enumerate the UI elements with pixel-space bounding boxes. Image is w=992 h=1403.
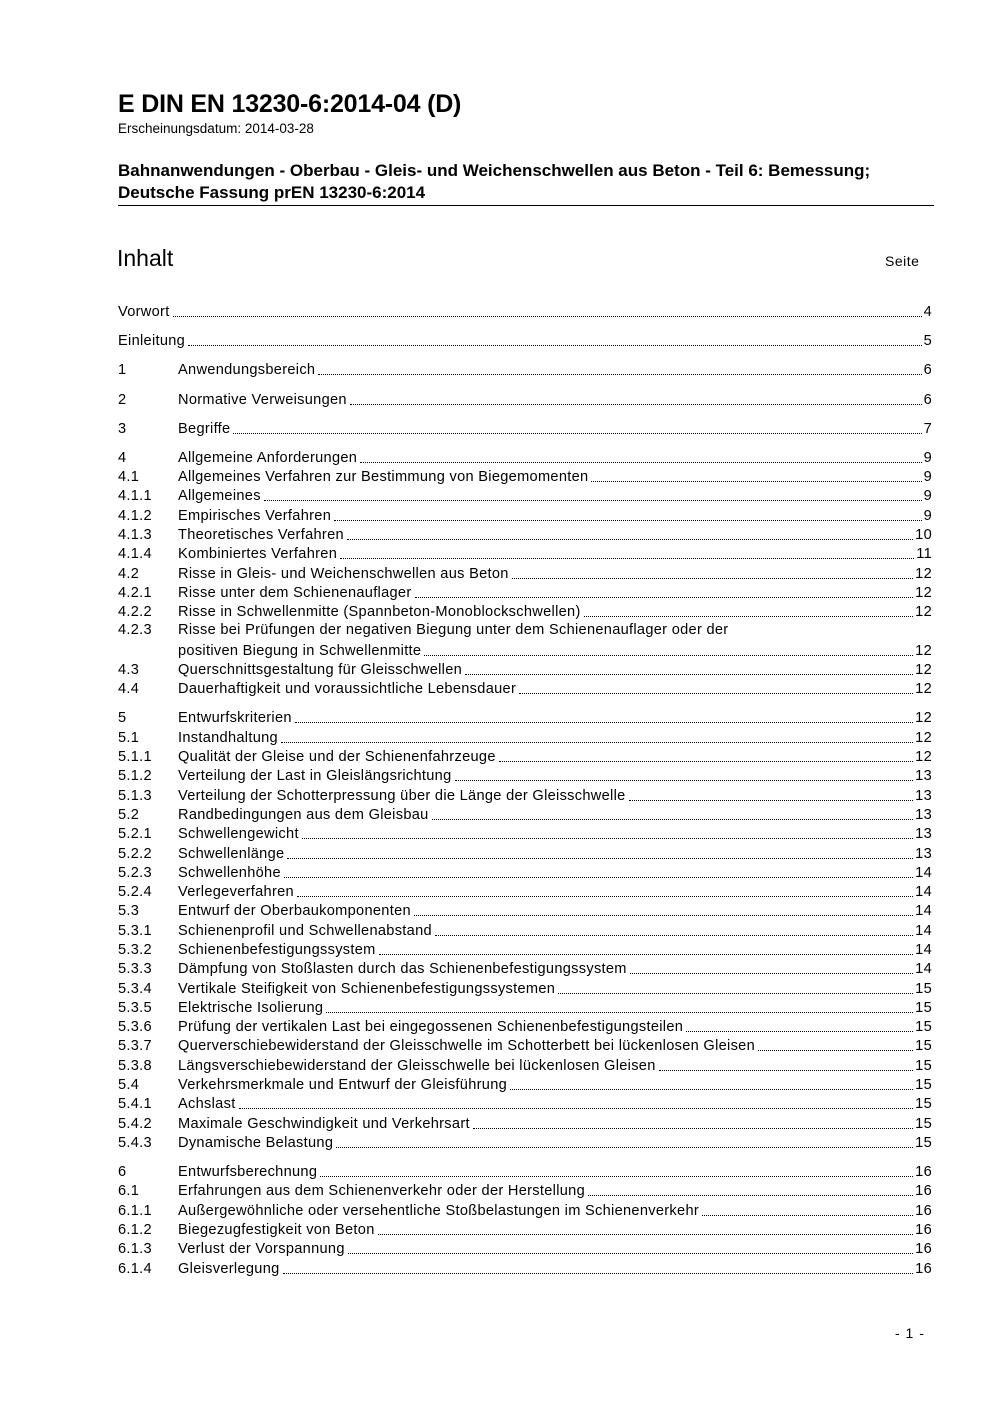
toc-entry[interactable] bbox=[118, 418, 932, 437]
dot-leader bbox=[302, 838, 913, 839]
toc-entry-title: Außergewöhnliche oder versehentliche Stoßbelastungen im Schienenverkehr bbox=[178, 1202, 700, 1219]
dot-leader bbox=[512, 578, 913, 579]
toc-entry[interactable] bbox=[118, 785, 932, 804]
toc-entry-page: 16 bbox=[915, 1260, 932, 1277]
toc-entry-page: 12 bbox=[915, 565, 932, 582]
toc-entry[interactable] bbox=[118, 447, 932, 466]
toc-entry-page: 12 bbox=[915, 642, 932, 659]
dot-leader bbox=[281, 742, 913, 743]
toc-entry-number: 4.2.3 bbox=[118, 622, 152, 639]
dot-leader bbox=[414, 915, 913, 916]
toc-entry-number: 5.2.4 bbox=[118, 884, 152, 901]
toc-entry-title: Gleisverlegung bbox=[178, 1260, 280, 1277]
toc-entry-page: 12 bbox=[915, 584, 932, 601]
toc-entry-number: 4.2.2 bbox=[118, 604, 152, 621]
toc-entry-number: 5.2.1 bbox=[118, 826, 152, 843]
toc-entry-title: Verteilung der Schotterpressung über die Länge der Gleisschwelle bbox=[178, 787, 626, 804]
toc-entry-page: 14 bbox=[915, 884, 932, 901]
toc-entry-page: 15 bbox=[915, 1057, 932, 1074]
toc-entry-number: 4.1.4 bbox=[118, 546, 152, 563]
toc-entry-page: 4 bbox=[923, 304, 932, 321]
toc-entry[interactable] bbox=[118, 882, 932, 901]
toc-entry-page: 12 bbox=[915, 681, 932, 698]
dot-leader bbox=[499, 761, 913, 762]
toc-entry[interactable] bbox=[118, 360, 932, 379]
dot-leader bbox=[336, 1147, 913, 1148]
dot-leader bbox=[702, 1215, 913, 1216]
toc-entry-number: 4.3 bbox=[118, 662, 140, 679]
dot-leader bbox=[629, 800, 914, 801]
toc-entry-number: 5.4.1 bbox=[118, 1096, 152, 1113]
dot-leader bbox=[334, 520, 921, 521]
toc-entry-number: 6.1.2 bbox=[118, 1221, 152, 1238]
toc-entry[interactable] bbox=[118, 1075, 932, 1094]
toc-entry[interactable] bbox=[118, 1036, 932, 1055]
toc-entry[interactable] bbox=[118, 863, 932, 882]
toc-entry-page: 16 bbox=[915, 1202, 932, 1219]
dot-leader bbox=[287, 858, 913, 859]
toc-entry-page: 12 bbox=[915, 604, 932, 621]
toc-entry-page: 14 bbox=[915, 864, 932, 881]
toc-entry[interactable] bbox=[118, 747, 932, 766]
toc-entry-title: Risse unter dem Schienenauflager bbox=[178, 584, 412, 601]
toc-entry[interactable] bbox=[118, 805, 932, 824]
publication-date: Erscheinungsdatum: 2014-03-28 bbox=[118, 121, 314, 136]
toc-entry-number: 5.3.5 bbox=[118, 999, 152, 1016]
toc-entry[interactable] bbox=[118, 302, 932, 321]
toc-entry-number: 5.3.4 bbox=[118, 980, 152, 997]
toc-entry-number: 4.4 bbox=[118, 681, 140, 698]
toc-entry-page: 5 bbox=[923, 333, 932, 350]
toc-entry-title: Entwurfsberechnung bbox=[178, 1164, 318, 1181]
toc-entry-title: Verkehrsmerkmale und Entwurf der Gleisführung bbox=[178, 1077, 508, 1094]
toc-entry-page: 9 bbox=[923, 488, 932, 505]
toc-entry-number: 5.3.6 bbox=[118, 1019, 152, 1036]
toc-entry-page: 12 bbox=[915, 662, 932, 679]
toc-entry-page: 15 bbox=[915, 1077, 932, 1094]
toc-entry-title: Instandhaltung bbox=[178, 729, 278, 746]
toc-entry-page: 13 bbox=[915, 806, 932, 823]
toc-entry[interactable] bbox=[118, 1017, 932, 1036]
toc-entry[interactable] bbox=[118, 1055, 932, 1074]
dot-leader bbox=[686, 1031, 913, 1032]
toc-entry-title: Vertikale Steifigkeit von Schienenbefestigungssystemen bbox=[178, 980, 556, 997]
toc-entry-page: 12 bbox=[915, 710, 932, 727]
toc-entry[interactable] bbox=[118, 525, 932, 544]
dot-leader bbox=[584, 616, 914, 617]
toc-entry[interactable] bbox=[118, 467, 932, 486]
dot-leader bbox=[326, 1012, 913, 1013]
toc-entry[interactable] bbox=[118, 1094, 932, 1113]
toc-entry-title: Längsverschiebewiderstand der Gleisschwelle bei lückenlosen Gleisen bbox=[178, 1057, 656, 1074]
dot-leader bbox=[591, 481, 921, 482]
toc-entry-page: 6 bbox=[923, 362, 932, 379]
toc-entry-number: 4.1.3 bbox=[118, 526, 152, 543]
toc-entry-page: 9 bbox=[923, 449, 932, 466]
toc-entry-page: 15 bbox=[915, 1096, 932, 1113]
toc-entry[interactable] bbox=[118, 1113, 932, 1132]
toc-entry-number: 5.4 bbox=[118, 1077, 140, 1094]
toc-entry-number: 4.1.2 bbox=[118, 507, 152, 524]
toc-entry-title: Empirisches Verfahren bbox=[178, 507, 332, 524]
toc-entry[interactable] bbox=[118, 940, 932, 959]
toc-entry-title: Risse bei Prüfungen der negativen Biegung unter dem Schienenauflager oder der bbox=[178, 622, 729, 639]
toc-entry-number: 5.1 bbox=[118, 729, 140, 746]
toc-entry-title: Randbedingungen aus dem Gleisbau bbox=[178, 806, 429, 823]
toc-entry[interactable] bbox=[118, 583, 932, 602]
toc-entry-page: 14 bbox=[915, 903, 932, 920]
toc-entry-title: Entwurfskriterien bbox=[178, 710, 292, 727]
dot-leader bbox=[297, 896, 913, 897]
toc-entry-title: Risse in Schwellenmitte (Spannbeton-Monoblockschwellen) bbox=[178, 604, 581, 621]
toc-entry-page: 16 bbox=[915, 1241, 932, 1258]
toc-entry-number: 5.3 bbox=[118, 903, 140, 920]
toc-entry-number: 4.1 bbox=[118, 469, 140, 486]
toc-entry-title: Schwellengewicht bbox=[178, 826, 299, 843]
dot-leader bbox=[188, 345, 921, 346]
toc-entry-page: 15 bbox=[915, 980, 932, 997]
toc-entry[interactable] bbox=[118, 1162, 932, 1181]
toc-entry-number: 5.3.8 bbox=[118, 1057, 152, 1074]
toc-entry[interactable] bbox=[118, 998, 932, 1017]
dot-leader bbox=[659, 1070, 914, 1071]
toc-entry-page: 13 bbox=[915, 768, 932, 785]
title-divider bbox=[118, 205, 934, 206]
toc-entry-page: 6 bbox=[923, 391, 932, 408]
toc-entry-title: Maximale Geschwindigkeit und Verkehrsart bbox=[178, 1115, 470, 1132]
toc-entry-page: 14 bbox=[915, 961, 932, 978]
toc-entry-number: 5.4.3 bbox=[118, 1134, 152, 1151]
toc-entry[interactable] bbox=[118, 1200, 932, 1219]
toc-entry[interactable] bbox=[118, 1258, 932, 1277]
dot-leader bbox=[424, 655, 913, 656]
toc-entry-number: 4 bbox=[118, 449, 127, 466]
toc-page-column-label: Seite bbox=[885, 253, 920, 269]
toc-entry-title: Vorwort bbox=[118, 304, 170, 321]
toc-entry-title: Verteilung der Last in Gleislängsrichtung bbox=[178, 768, 452, 785]
toc-entry-number: 6.1 bbox=[118, 1183, 140, 1200]
dot-leader bbox=[348, 1253, 913, 1254]
toc-entry-number: 5.3.3 bbox=[118, 961, 152, 978]
toc-entry[interactable] bbox=[118, 1133, 932, 1152]
toc-entry-number: 5.3.2 bbox=[118, 941, 152, 958]
toc-entry-number: 4.2 bbox=[118, 565, 140, 582]
dot-leader bbox=[435, 935, 913, 936]
toc-entry[interactable] bbox=[118, 331, 932, 350]
dot-leader bbox=[415, 597, 914, 598]
toc-entry-title: Dämpfung von Stoßlasten durch das Schienenbefestigungssystem bbox=[178, 961, 627, 978]
toc-entry[interactable] bbox=[118, 679, 932, 698]
toc-entry[interactable] bbox=[118, 708, 932, 727]
toc-entry-title: Verlust der Vorspannung bbox=[178, 1241, 345, 1258]
dot-leader bbox=[510, 1089, 913, 1090]
toc-entry-title: Risse in Gleis- und Weichenschwellen aus Beton bbox=[178, 565, 509, 582]
toc-entry-title: Querverschiebewiderstand der Gleisschwelle im Schotterbett bei lückenlosen Gleisen bbox=[178, 1038, 756, 1055]
toc-entry-page: 7 bbox=[923, 420, 932, 437]
toc-entry-page: 11 bbox=[916, 546, 932, 563]
toc-entry-title: Normative Verweisungen bbox=[178, 391, 347, 408]
toc-entry-number: 6.1.4 bbox=[118, 1260, 152, 1277]
toc-entry-page: 9 bbox=[923, 469, 932, 486]
toc-entry-title: Allgemeines Verfahren zur Bestimmung von Biegemomenten bbox=[178, 469, 589, 486]
dot-leader bbox=[432, 819, 914, 820]
toc-entry-page: 15 bbox=[915, 1134, 932, 1151]
dot-leader bbox=[473, 1128, 913, 1129]
toc-entry[interactable] bbox=[118, 389, 932, 408]
toc-entry[interactable] bbox=[118, 766, 932, 785]
dot-leader bbox=[239, 1108, 914, 1109]
toc-entry-title: Qualität der Gleise und der Schienenfahrzeuge bbox=[178, 749, 496, 766]
toc-entry-page: 13 bbox=[915, 787, 932, 804]
toc-entry[interactable] bbox=[118, 486, 932, 505]
toc-entry-number: 6.1.3 bbox=[118, 1241, 152, 1258]
toc-entry-page: 15 bbox=[915, 1019, 932, 1036]
dot-leader bbox=[264, 500, 922, 501]
toc-entry-number: 1 bbox=[118, 362, 127, 379]
dot-leader bbox=[519, 693, 913, 694]
dot-leader bbox=[320, 1176, 913, 1177]
toc-entry-page: 9 bbox=[923, 507, 932, 524]
toc-entry-page: 16 bbox=[915, 1164, 932, 1181]
toc-entry[interactable] bbox=[118, 563, 932, 582]
toc-entry-number: 5.4.2 bbox=[118, 1115, 152, 1132]
toc-entry-number: 6.1.1 bbox=[118, 1202, 152, 1219]
dot-leader bbox=[283, 1273, 914, 1274]
toc-entry-page: 15 bbox=[915, 1115, 932, 1132]
toc-entry-number: 5.1.3 bbox=[118, 787, 152, 804]
dot-leader bbox=[350, 404, 922, 405]
toc-entry-number: 5 bbox=[118, 710, 127, 727]
toc-entry-number: 5.1.1 bbox=[118, 749, 152, 766]
toc-entry-title: Erfahrungen aus dem Schienenverkehr oder der Herstellung bbox=[178, 1183, 586, 1200]
toc-entry-title: Achslast bbox=[178, 1096, 236, 1113]
dot-leader bbox=[378, 1234, 914, 1235]
toc-entry-title: Biegezugfestigkeit von Beton bbox=[178, 1221, 375, 1238]
toc-entry[interactable] bbox=[118, 505, 932, 524]
toc-entry-title: Allgemeines bbox=[178, 488, 261, 505]
toc-entry-title: Querschnittsgestaltung für Gleisschwellen bbox=[178, 662, 463, 679]
dot-leader bbox=[758, 1050, 913, 1051]
toc-entry-number: 5.2.2 bbox=[118, 845, 152, 862]
toc-entry-number: 3 bbox=[118, 420, 127, 437]
toc-entry-page: 12 bbox=[915, 729, 932, 746]
toc-entry-title: Kombiniertes Verfahren bbox=[178, 546, 338, 563]
toc-entry-title: Schienenprofil und Schwellenabstand bbox=[178, 922, 432, 939]
toc-entry[interactable] bbox=[118, 959, 932, 978]
dot-leader bbox=[588, 1195, 913, 1196]
toc-heading: Inhalt bbox=[117, 245, 174, 271]
table-of-contents bbox=[118, 302, 932, 1278]
dot-leader bbox=[360, 462, 921, 463]
toc-entry-page: 13 bbox=[915, 845, 932, 862]
toc-entry[interactable] bbox=[118, 1220, 932, 1239]
toc-entry[interactable] bbox=[118, 1239, 932, 1258]
toc-entry[interactable] bbox=[118, 602, 932, 621]
toc-entry-number: 5.2.3 bbox=[118, 864, 152, 881]
document-subject: Bahnanwendungen - Oberbau - Gleis- und Weichenschwellen aus Beton - Teil 6: Bemessung; Deutsche Fassung prEN 13230-6:2014 bbox=[118, 161, 871, 202]
toc-entry[interactable] bbox=[118, 544, 932, 563]
toc-entry[interactable] bbox=[118, 727, 932, 746]
toc-entry-page: 12 bbox=[915, 749, 932, 766]
toc-entry-number: 5.3.1 bbox=[118, 922, 152, 939]
toc-entry-number: 6 bbox=[118, 1164, 127, 1181]
toc-entry-title: Allgemeine Anforderungen bbox=[178, 449, 358, 466]
toc-entry[interactable] bbox=[118, 920, 932, 939]
page-number: - 1 - bbox=[895, 1325, 925, 1341]
dot-leader bbox=[318, 374, 921, 375]
toc-entry[interactable] bbox=[118, 978, 932, 997]
toc-entry-page: 15 bbox=[915, 999, 932, 1016]
toc-entry-page: 16 bbox=[915, 1221, 932, 1238]
toc-entry-title-continued: positiven Biegung in Schwellenmitte bbox=[178, 642, 422, 659]
dot-leader bbox=[233, 433, 921, 434]
dot-leader bbox=[558, 993, 913, 994]
toc-entry-page: 13 bbox=[915, 826, 932, 843]
dot-leader bbox=[173, 316, 922, 317]
dot-leader bbox=[455, 780, 914, 781]
toc-entry-title: Begriffe bbox=[178, 420, 231, 437]
toc-entry-title: Dynamische Belastung bbox=[178, 1134, 334, 1151]
dot-leader bbox=[465, 674, 913, 675]
dot-leader bbox=[284, 877, 913, 878]
dot-leader bbox=[379, 954, 914, 955]
dot-leader bbox=[630, 973, 913, 974]
toc-entry-number: 5.1.2 bbox=[118, 768, 152, 785]
toc-entry[interactable] bbox=[118, 901, 932, 920]
toc-entry-title: Anwendungsbereich bbox=[178, 362, 316, 379]
toc-entry[interactable] bbox=[118, 1181, 932, 1200]
toc-entry-title: Elektrische Isolierung bbox=[178, 999, 324, 1016]
dot-leader bbox=[340, 558, 914, 559]
toc-entry-number: 5.2 bbox=[118, 806, 140, 823]
toc-entry-title: Dauerhaftigkeit und voraussichtliche Lebensdauer bbox=[178, 681, 517, 698]
toc-entry-title: Schienenbefestigungssystem bbox=[178, 941, 376, 958]
toc-entry-title: Prüfung der vertikalen Last bei eingegossenen Schienenbefestigungsteilen bbox=[178, 1019, 684, 1036]
toc-entry[interactable] bbox=[118, 824, 932, 843]
toc-entry-page: 14 bbox=[915, 922, 932, 939]
toc-entry[interactable] bbox=[118, 621, 932, 660]
toc-entry-page: 10 bbox=[915, 526, 932, 543]
toc-entry-title: Einleitung bbox=[118, 333, 186, 350]
toc-entry-title: Theoretisches Verfahren bbox=[178, 526, 344, 543]
toc-entry-page: 15 bbox=[915, 1038, 932, 1055]
toc-entry-title: Schwellenhöhe bbox=[178, 864, 281, 881]
toc-entry-number: 4.1.1 bbox=[118, 488, 152, 505]
toc-entry-title: Schwellenlänge bbox=[178, 845, 285, 862]
toc-entry-title: Verlegeverfahren bbox=[178, 884, 294, 901]
toc-entry-page: 16 bbox=[915, 1183, 932, 1200]
dot-leader bbox=[295, 722, 913, 723]
toc-entry[interactable] bbox=[118, 660, 932, 679]
toc-entry-page: 14 bbox=[915, 941, 932, 958]
dot-leader bbox=[347, 539, 913, 540]
document-title: E DIN EN 13230-6:2014-04 (D) bbox=[118, 90, 462, 118]
toc-entry[interactable] bbox=[118, 843, 932, 862]
toc-entry-number: 5.3.7 bbox=[118, 1038, 152, 1055]
toc-entry-number: 2 bbox=[118, 391, 127, 408]
toc-entry-title: Entwurf der Oberbaukomponenten bbox=[178, 903, 411, 920]
toc-entry-number: 4.2.1 bbox=[118, 584, 152, 601]
